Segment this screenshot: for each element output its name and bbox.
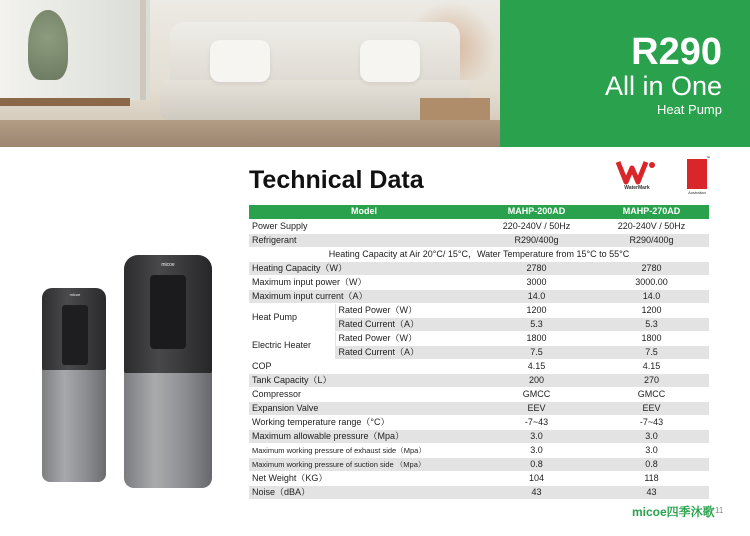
table-row: Power Supply 220-240V / 50Hz 220-240V / 50Hz [249,219,709,233]
footer-brand-logo: micoe四季沐歌 [632,505,715,519]
heat-pump-group-label: Heat Pump [249,303,335,331]
electric-heater-group-label: Electric Heater [249,331,335,359]
table-row: Expansion Valve EEV EEV [249,401,709,415]
table-row: Rated Current（A） 5.3 5.3 [249,317,709,331]
watermark-label: WaterMark [624,185,650,191]
banner-product-type: Heat Pump [656,102,722,117]
product-brand-large: micoe [161,262,175,268]
table-row: Maximum allowable pressure（Mpa） 3.0 3.0 [249,429,709,443]
heat-pump-small-tank [42,364,106,482]
table-row: Working temperature range（°C） -7~43 -7~43 [249,415,709,429]
page-number: 11 [715,506,724,515]
wels-logo: ™ Australian [683,155,711,197]
header-banner [0,0,750,147]
wels-rating-icon [687,159,707,189]
heat-pump-large-tank [124,366,212,488]
heating-note-row [249,247,709,261]
table-row: Noise（dBA） 43 43 [249,485,709,499]
table-row: Heat Pump Rated Power（W） 1200 1200 [249,303,709,317]
banner-refrigerant: R290 [631,31,722,73]
plant-image [28,10,68,80]
living-room-photo [0,0,500,147]
table-row: Electric Heater Rated Power（W） 1800 1800 [249,331,709,345]
table-row: Maximum input current（A） 14.0 14.0 [249,289,709,303]
table-row: Compressor GMCC GMCC [249,387,709,401]
heat-pump-small-panel [62,305,88,365]
table-row: COP 4.15 4.15 [249,359,709,373]
table-row: Rated Current（A） 7.5 7.5 [249,345,709,359]
table-row: Tank Capacity（L） 200 270 [249,373,709,387]
banner-product-line: All in One [604,71,722,101]
watermark-w-icon [612,158,662,186]
banner-green-panel [500,0,750,147]
page-title: Technical Data [249,166,424,194]
heating-note: Heating Capacity at Air 20°C/ 15°C，Water Temperature from 15°C to 55°C [249,247,709,261]
table-row: Net Weight（KG） 104 118 [249,471,709,485]
header-model: Model [249,205,479,219]
table-row: Heating Capacity（W） 2780 2780 [249,261,709,275]
watermark-logo [612,158,662,194]
header-col2: MAHP-270AD [594,205,709,219]
table-row: Maximum input power（W） 3000 3000.00 [249,275,709,289]
header-col1: MAHP-200AD [479,205,594,219]
table-row: Maximum working pressure of suction side （Mpa） 0.8 0.8 [249,457,709,471]
table-row: Refrigerant R290/400g R290/400g [249,233,709,247]
table-header-row [249,205,709,219]
table-row: Maximum working pressure of exhaust side（Mpa） 3.0 3.0 [249,443,709,457]
heat-pump-large-panel [150,275,186,349]
technical-data-table [249,205,709,500]
product-brand-small: micoe [69,292,81,297]
wels-label: Australian [688,190,706,195]
